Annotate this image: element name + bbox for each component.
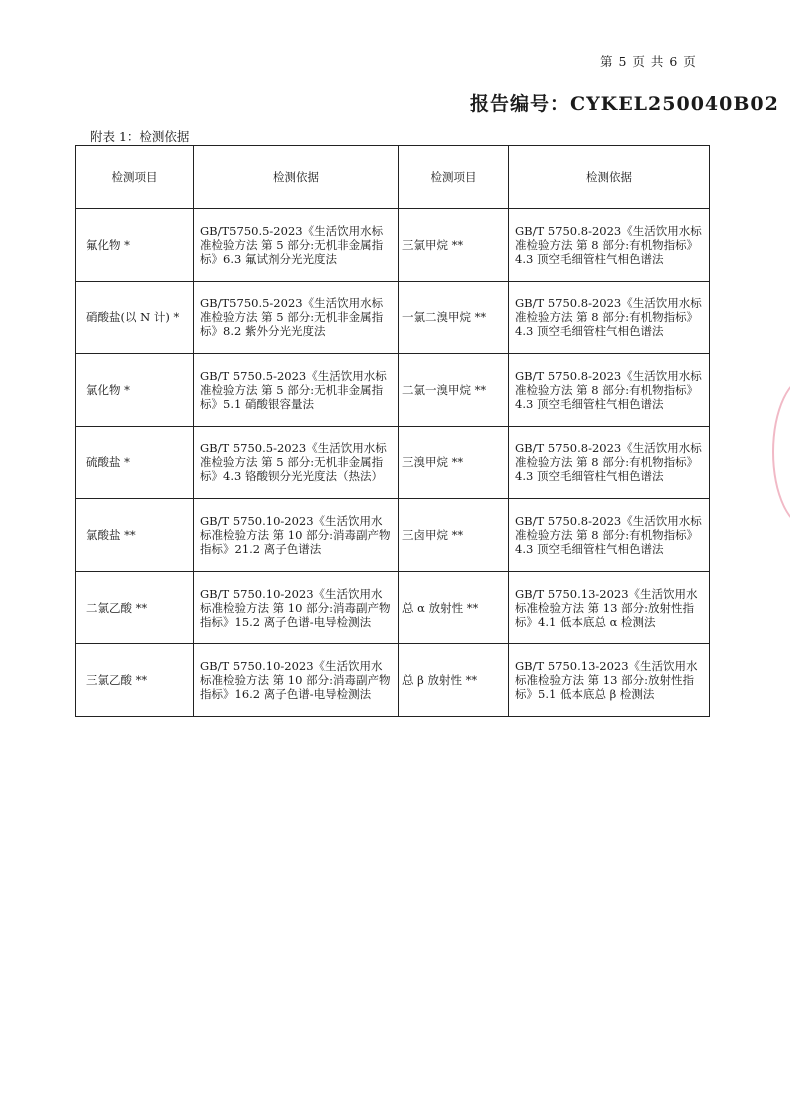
test-method: GB/T 5750.5-2023《生活饮用水标准检验方法 第 5 部分:无机非金属指标》4.3 铬酸钡分光光度法（热法） [194,426,399,499]
test-item: 三卤甲烷 ** [399,499,509,572]
test-item: 总 β 放射性 ** [399,644,509,717]
test-item: 氟化物 * [76,209,194,282]
seal-ring [772,375,790,525]
test-item: 三氯甲烷 ** [399,209,509,282]
table-row [76,209,710,282]
page-number: 第 5 页 共 6 页 [600,54,697,69]
header-test-basis: 检测依据 [194,146,399,209]
test-method: GB/T 5750.8-2023《生活饮用水标准检验方法 第 8 部分:有机物指标》4.3 顶空毛细管柱气相色谱法 [509,281,710,354]
test-item: 硫酸盐 * [76,426,194,499]
official-seal-stamp [768,375,790,525]
table-row [76,354,710,427]
test-item: 硝酸盐(以 N 计) * [76,281,194,354]
test-method: GB/T 5750.10-2023《生活饮用水标准检验方法 第 10 部分:消毒副产物指标》16.2 离子色谱-电导检测法 [194,644,399,717]
header-test-basis: 检测依据 [509,146,710,209]
test-method: GB/T 5750.8-2023《生活饮用水标准检验方法 第 8 部分:有机物指标》4.3 顶空毛细管柱气相色谱法 [509,209,710,282]
test-item: 二氯乙酸 ** [76,571,194,644]
test-item: 总 α 放射性 ** [399,571,509,644]
table-row [76,571,710,644]
table-row [76,426,710,499]
test-method: GB/T5750.5-2023《生活饮用水标准检验方法 第 5 部分:无机非金属指标》8.2 紫外分光光度法 [194,281,399,354]
test-method: GB/T 5750.8-2023《生活饮用水标准检验方法 第 8 部分:有机物指标》4.3 顶空毛细管柱气相色谱法 [509,426,710,499]
test-method: GB/T5750.5-2023《生活饮用水标准检验方法 第 5 部分:无机非金属指标》6.3 氟试剂分光光度法 [194,209,399,282]
test-method: GB/T 5750.13-2023《生活饮用水标准检验方法 第 13 部分:放射性指标》5.1 低本底总 β 检测法 [509,644,710,717]
report-number: 报告编号：CYKEL250040B02 [470,93,779,115]
table-row [76,644,710,717]
test-basis-table [75,145,710,717]
test-method: GB/T 5750.5-2023《生活饮用水标准检验方法 第 5 部分:无机非金属指标》5.1 硝酸银容量法 [194,354,399,427]
header-test-item: 检测项目 [399,146,509,209]
test-method: GB/T 5750.13-2023《生活饮用水标准检验方法 第 13 部分:放射性指标》4.1 低本底总 α 检测法 [509,571,710,644]
test-method: GB/T 5750.8-2023《生活饮用水标准检验方法 第 8 部分:有机物指标》4.3 顶空毛细管柱气相色谱法 [509,354,710,427]
test-method: GB/T 5750.8-2023《生活饮用水标准检验方法 第 8 部分:有机物指标》4.3 顶空毛细管柱气相色谱法 [509,499,710,572]
table-row [76,499,710,572]
test-method: GB/T 5750.10-2023《生活饮用水标准检验方法 第 10 部分:消毒副产物指标》21.2 离子色谱法 [194,499,399,572]
table-row [76,281,710,354]
test-item: 三氯乙酸 ** [76,644,194,717]
test-method: GB/T 5750.10-2023《生活饮用水标准检验方法 第 10 部分:消毒副产物指标》15.2 离子色谱-电导检测法 [194,571,399,644]
test-item: 三溴甲烷 ** [399,426,509,499]
test-item: 氯化物 * [76,354,194,427]
header-test-item: 检测项目 [76,146,194,209]
test-item: 氯酸盐 ** [76,499,194,572]
test-item: 一氯二溴甲烷 ** [399,281,509,354]
test-item: 二氯一溴甲烷 ** [399,354,509,427]
table-header-row [76,146,710,209]
table-caption: 附表 1：检测依据 [90,129,190,144]
